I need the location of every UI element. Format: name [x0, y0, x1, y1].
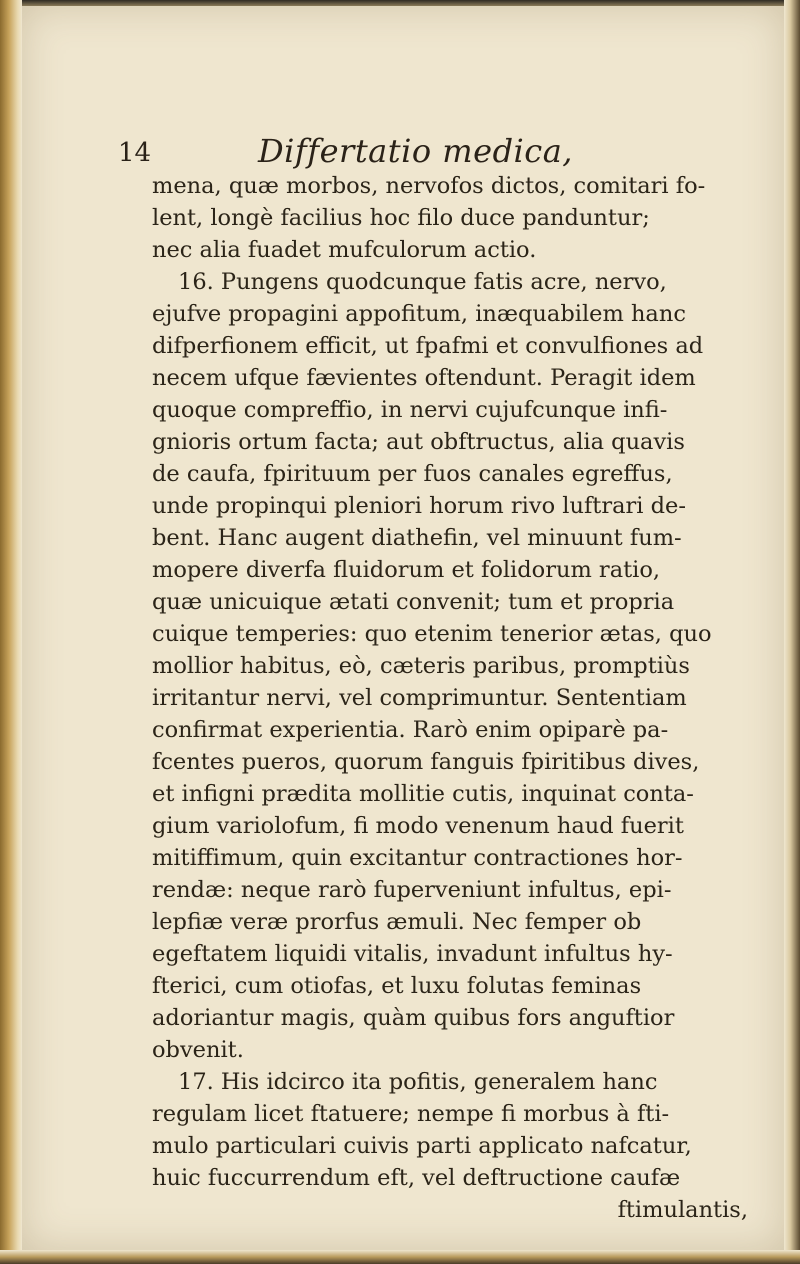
text-line: obvenit. [152, 1037, 244, 1063]
page-right-edge [784, 0, 800, 1264]
text-line: et infigni prædita mollitie cutis, inquinat conta- [152, 781, 694, 807]
page-bottom-edge [0, 1250, 800, 1264]
paragraph-16-start: 16. Pungens quodcunque fatis acre, nervo, [178, 269, 667, 295]
text-line: unde propinqui pleniori horum rivo luftrari de- [152, 493, 686, 519]
text-line: mopere diverfa fluidorum et folidorum ratio, [152, 557, 661, 583]
text-line: mulo particulari cuivis parti applicato nafcatur, [152, 1133, 692, 1159]
text-line: irritantur nervi, vel comprimuntur. Sententiam [152, 685, 687, 711]
text-line: confirmat experientia. Rarò enim opiparè pa- [152, 717, 669, 743]
page-left-edge [0, 0, 22, 1264]
text-line: quæ unicuique ætati convenit; tum et propria [152, 589, 675, 615]
text-line: mitiffimum, quin excitantur contractiones hor- [152, 845, 683, 871]
text-line: fterici, cum otiofas, et luxu folutas feminas [152, 973, 642, 999]
page-header [118, 130, 738, 174]
text-line: egeftatem liquidi vitalis, invadunt infultus hy- [152, 941, 673, 967]
paragraph-17-start: 17. His idcirco ita pofitis, generalem hanc [178, 1069, 658, 1095]
running-title: Differtatio medica, [258, 132, 573, 170]
text-line: cuique temperies: quo etenim tenerior ætas, quo [152, 621, 712, 647]
text-line: ejufve propagini appofitum, inæquabilem hanc [152, 301, 686, 327]
text-line: adoriantur magis, quàm quibus fors anguftior [152, 1005, 675, 1031]
catchword: ftimulantis, [617, 1197, 748, 1223]
text-line: de caufa, fpirituum per fuos canales egreffus, [152, 461, 673, 487]
text-line: huic fuccurrendum eft, vel deftructione caufæ [152, 1165, 681, 1191]
text-line: fcentes pueros, quorum fanguis fpiritibus dives, [152, 749, 700, 775]
text-line: lepfiæ veræ prorfus æmuli. Nec femper ob [152, 909, 642, 935]
text-line: rendæ: neque rarò fuperveniunt infultus, epi- [152, 877, 672, 903]
text-line: gnioris ortum facta; aut obftructus, alia quavis [152, 429, 685, 455]
text-line: difperfionem efficit, ut fpafmi et convulfiones ad [152, 333, 704, 359]
text-line: necem ufque fævientes oftendunt. Peragit idem [152, 365, 696, 391]
page-number: 14 [118, 138, 152, 168]
text-line: lent, longè facilius hoc filo duce panduntur; [152, 205, 650, 231]
text-line: quoque compreffio, in nervi cujufcunque infi- [152, 397, 668, 423]
text-line: gium variolofum, fi modo venenum haud fuerit [152, 813, 684, 839]
text-line: mena, quæ morbos, nervofos dictos, comitari fo- [152, 173, 706, 199]
body-text [152, 170, 772, 1226]
text-line: bent. Hanc augent diathefin, vel minuunt fum- [152, 525, 682, 551]
text-line: nec alia fuadet mufculorum actio. [152, 237, 537, 263]
text-line: mollior habitus, eò, cæteris paribus, promptiùs [152, 653, 690, 679]
text-line: regulam licet ftatuere; nempe fi morbus à fti- [152, 1101, 670, 1127]
